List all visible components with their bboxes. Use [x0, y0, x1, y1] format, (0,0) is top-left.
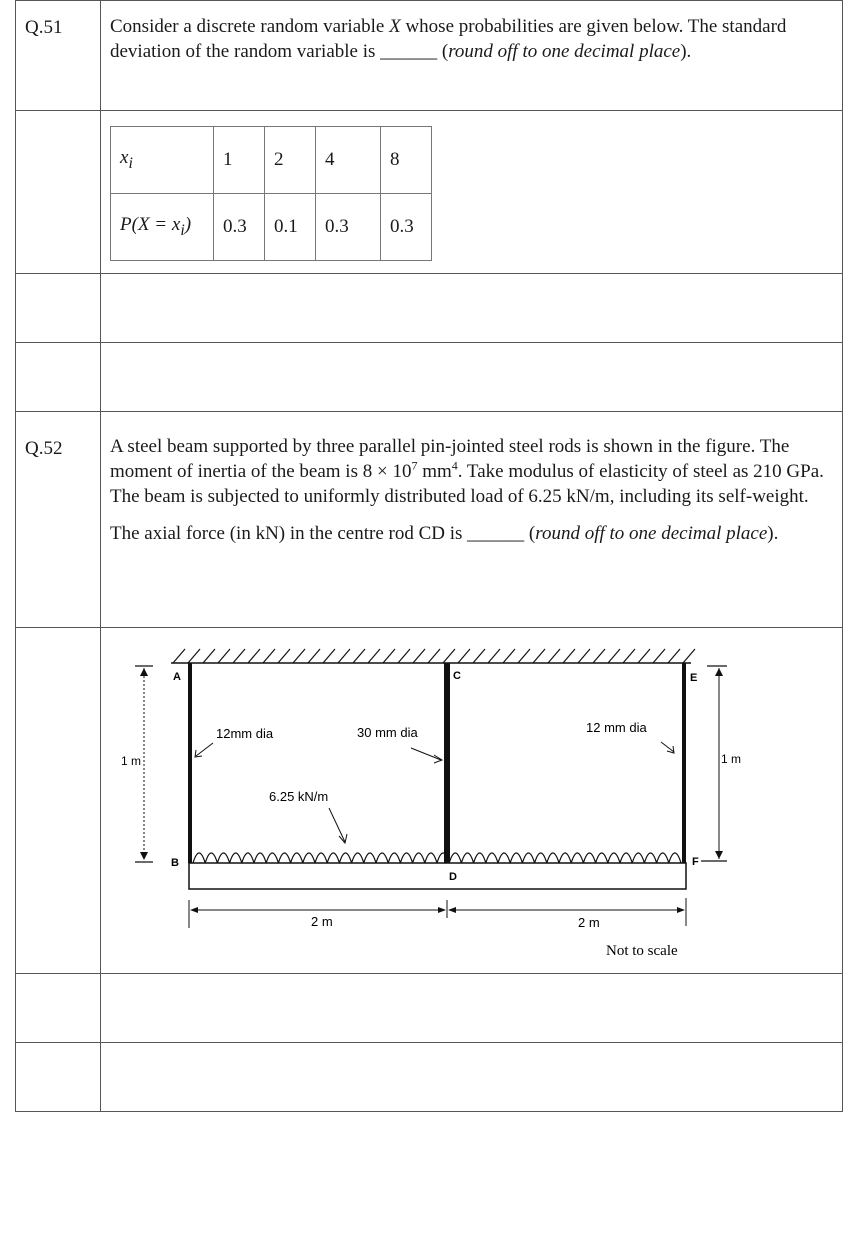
question-grid	[15, 0, 843, 1112]
rod-cd-label: 30 mm dia	[357, 725, 418, 740]
rod-ef	[682, 663, 686, 863]
q52-paragraph: The axial force (in kN) in the centre rod CD is ______ (round off to one decimal place).	[110, 523, 779, 544]
table-row	[111, 127, 432, 194]
q51-row	[16, 1, 843, 111]
label-d: D	[449, 871, 457, 883]
beam	[189, 863, 686, 889]
span-right-label: 2 m	[578, 915, 600, 930]
probability-value: 0.3	[381, 194, 432, 261]
span-left-label: 2 m	[311, 914, 333, 929]
label-e: E	[690, 672, 698, 684]
q52-figure-row	[16, 628, 843, 974]
q52-paragraph: A steel beam supported by three parallel pin-jointed steel rods is shown in the figure. The moment of inertia of the beam is $8 \times 10^7$ $mm^4$. Take modulus of elasticity of steel as 210 GPa. The beam is subjected to uniformly distributed load of 6.25 kN/m, including its self-weight.	[110, 436, 824, 507]
label-a: A	[173, 671, 181, 683]
label-c: C	[453, 670, 461, 682]
q51-table-row	[16, 111, 843, 274]
q51-text: Consider a discrete random variable X whose probabilities are given below. The standard deviation of the random variable is ______ (round off to one decimal place).	[110, 16, 787, 62]
blank-row	[16, 343, 843, 412]
xi-value: 1	[214, 127, 265, 194]
xi-value: 2	[265, 127, 316, 194]
q51-number: Q.51	[16, 1, 101, 111]
probability-value: 0.1	[265, 194, 316, 261]
distributed-load	[193, 853, 681, 863]
probability-label: $P(X = x_i)$	[111, 194, 214, 261]
height-right-label: 1 m	[721, 752, 742, 766]
ceiling-hatching	[173, 649, 695, 663]
blank-row	[16, 1043, 843, 1112]
q52-number: Q.52	[16, 412, 101, 628]
blank-row	[16, 274, 843, 343]
probability-value: 0.3	[316, 194, 381, 261]
rod-ef-label: 12 mm dia	[586, 720, 647, 735]
label-f: F	[692, 856, 699, 868]
not-to-scale-note: Not to scale	[606, 943, 678, 959]
xi-value: 4	[316, 127, 381, 194]
question-sheet	[15, 0, 843, 1112]
rod-ab-label: 12mm dia	[216, 726, 274, 741]
rod-ab	[188, 663, 192, 863]
load-label: 6.25 kN/m	[269, 789, 329, 804]
height-left-label: 1 m	[121, 754, 142, 768]
table-row	[111, 194, 432, 261]
blank-row	[16, 974, 843, 1043]
rod-cd	[444, 663, 450, 863]
q52-row	[16, 412, 843, 628]
beam-figure	[101, 628, 845, 968]
probability-value: 0.3	[214, 194, 265, 261]
xi-label: $x_i$	[111, 127, 214, 194]
probability-table	[110, 126, 432, 261]
q52-text	[101, 412, 842, 546]
label-b: B	[171, 857, 179, 869]
xi-value: 8	[381, 127, 432, 194]
